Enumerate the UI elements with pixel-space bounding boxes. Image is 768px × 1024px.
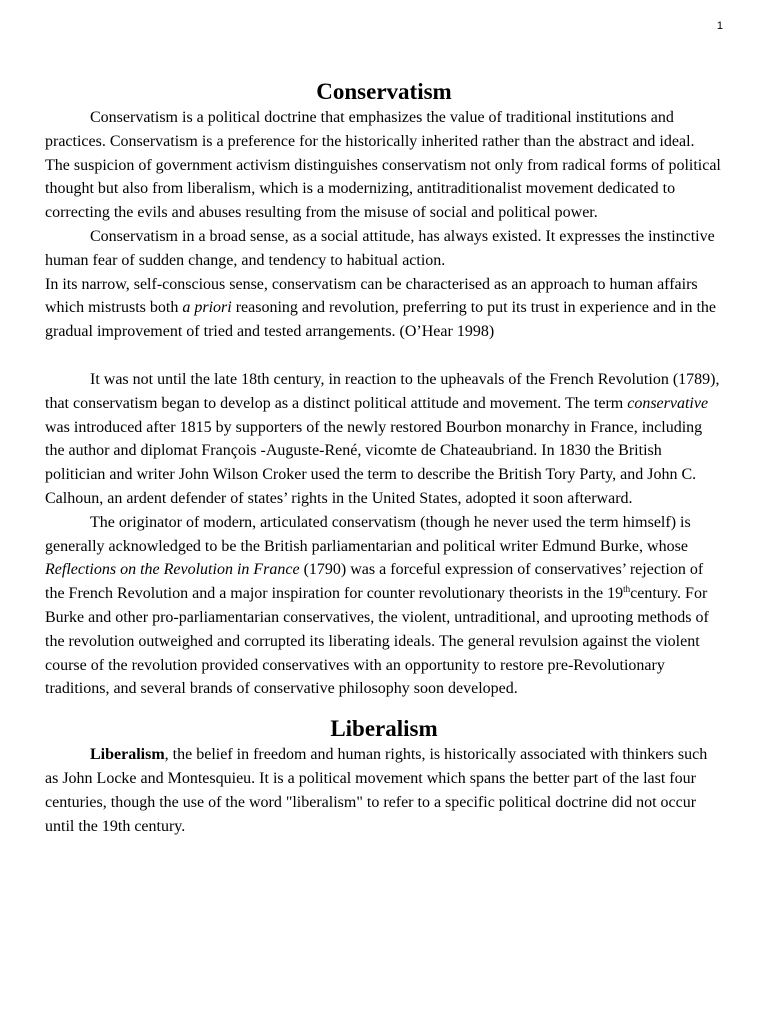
conservatism-paragraph-3 [45, 273, 723, 344]
p3-text-before: In its narrow, self-conscious sense, conservatism can be characterised as an approach to human affairs which mistrusts both [45, 275, 698, 317]
conservatism-paragraph-4 [45, 368, 723, 511]
p4-italic-term: conservative [627, 394, 709, 412]
paragraph-gap [45, 344, 723, 368]
p3-italic-term: a priori [182, 299, 232, 317]
p3-text-after: reasoning and revolution, preferring to put its trust in experience and in the gradual improvement of tried and tested arrangements. (O’Hear 1998) [45, 299, 716, 341]
liberalism-p1-text: , the belief in freedom and human rights, is historically associated with thinkers such as John Locke and Montesquieu. It is a political movement which spans the better part of the last four centuries, though the use of the word "liberalism" to refer to a specific political doctrine did not occur until the 19th century. [45, 746, 708, 835]
conservatism-paragraph-2: Conservatism in a broad sense, as a social attitude, has always existed. It expresses the instinctive human fear of sudden change, and tendency to habitual action. [45, 227, 715, 269]
liberalism-bold-term: Liberalism [90, 746, 165, 764]
heading-conservatism: Conservatism [316, 79, 452, 104]
document-body [45, 78, 723, 838]
liberalism-paragraph-1 [45, 743, 723, 838]
p5-superscript: th [623, 584, 631, 595]
p4-text-before: It was not until the late 18th century, in reaction to the upheavals of the French Revolution (1789), that conservatism began to develop as a distinct political attitude and movement. The term [45, 370, 720, 412]
page-number: 1 [716, 20, 723, 32]
conservatism-paragraph-1: Conservatism is a political doctrine that emphasizes the value of traditional institutions and practices. Conservatism is a preference for the historically inherited rather than the abstract and ideal. The suspicion of government activism distinguishes conservatism not only from radical forms of political thought but also from liberalism, which is a modernizing, antitraditionalist movement dedicated to correcting the evils and abuses resulting from the misuse of social and political power. [45, 109, 721, 222]
conservatism-paragraph-5 [45, 511, 723, 701]
section-gap [45, 701, 723, 715]
p4-text-after: was introduced after 1815 by supporters of the newly restored Bourbon monarchy in France, including the author and diplomat François -Auguste-René, vicomte de Chateaubriand. In 1830 the British politician and writer John Wilson Croker used the term to describe the British Tory Party, and John C. Calhoun, an ardent defender of states’ rights in the United States, adopted it soon afterward. [45, 418, 703, 507]
p5-text-middle: (1790) was a forceful expression of conservatives’ rejection of the French Revolution and a major inspiration for counter revolutionary theorists in the 19 [45, 561, 704, 603]
p5-text-before: The originator of modern, articulated conservatism (though he never used the term himself) is generally acknowledged to be the British parliamentarian and political writer Edmund Burke, whose [45, 513, 691, 555]
p5-italic-title: Reflections on the Revolution in France [45, 561, 300, 579]
heading-liberalism: Liberalism [330, 716, 438, 742]
p5-text-after: century. For Burke and other pro-parliamentarian conservatives, the violent, untraditional, and uprooting methods of the revolution outweighed and corrupted its liberating ideals. The general revulsion against the violent course of the revolution provided conservatives with an opportunity to restore pre-Revolutionary traditions, and several brands of conservative philosophy soon developed. [45, 585, 709, 698]
